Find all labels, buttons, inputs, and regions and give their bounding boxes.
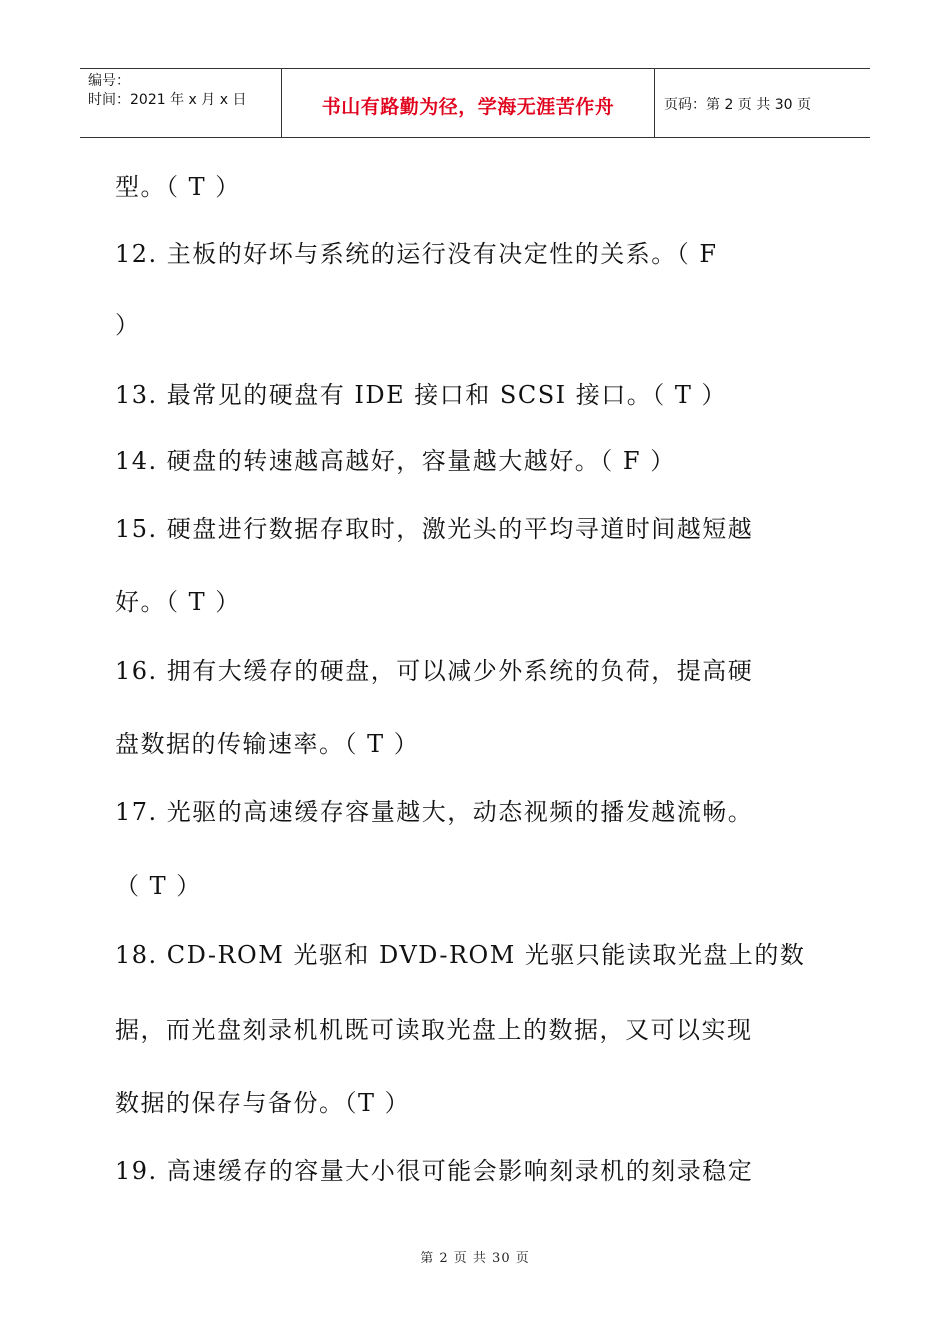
page-footer: 第 2 页 共 30 页 [420,1251,530,1266]
header-motto-cell [282,69,655,137]
text-line: 19. 高速缓存的容量大小很可能会影响刻录机的刻录稳定 [115,1157,754,1185]
text-line: 13. 最常见的硬盘有 IDE 接口和 SCSI 接口。（ T ） [115,381,728,409]
text-line: 据，而光盘刻录机机既可读取光盘上的数据，又可以实现 [115,1016,753,1044]
text-line: 好。（ T ） [115,588,241,616]
text-line: 数据的保存与备份。（T ） [115,1089,411,1117]
text-line: 18. CD-ROM 光驱和 DVD-ROM 光驱只能读取光盘上的数 [115,941,806,969]
text-line: 型。（ T ） [115,173,241,201]
page-header [80,68,870,138]
text-line: 17. 光驱的高速缓存容量越大，动态视频的播发越流畅。 [115,798,754,826]
text-line: 盘数据的传输速率。（ T ） [115,730,420,758]
page-number-label: 页码：第 2 页 共 30 页 [664,97,811,113]
motto-text: 书山有路勤为径，学海无涯苦作舟 [321,95,615,118]
text-line: 14. 硬盘的转速越高越好，容量越大越好。（ F ） [115,447,676,475]
text-line: 12. 主板的好坏与系统的运行没有决定性的关系。（ F [115,240,718,268]
header-meta-cell [80,69,282,137]
text-line: （ T ） [115,872,202,900]
date-label: 时间：2021 年 x 月 x 日 [88,92,247,108]
text-line: 15. 硬盘进行数据存取时，激光头的平均寻道时间越短越 [115,515,754,543]
text-line: ） [115,311,141,339]
text-line: 16. 拥有大缓存的硬盘，可以减少外系统的负荷，提高硬 [115,657,754,685]
header-page-cell [655,69,870,137]
serial-number-label: 编号： [88,73,130,89]
